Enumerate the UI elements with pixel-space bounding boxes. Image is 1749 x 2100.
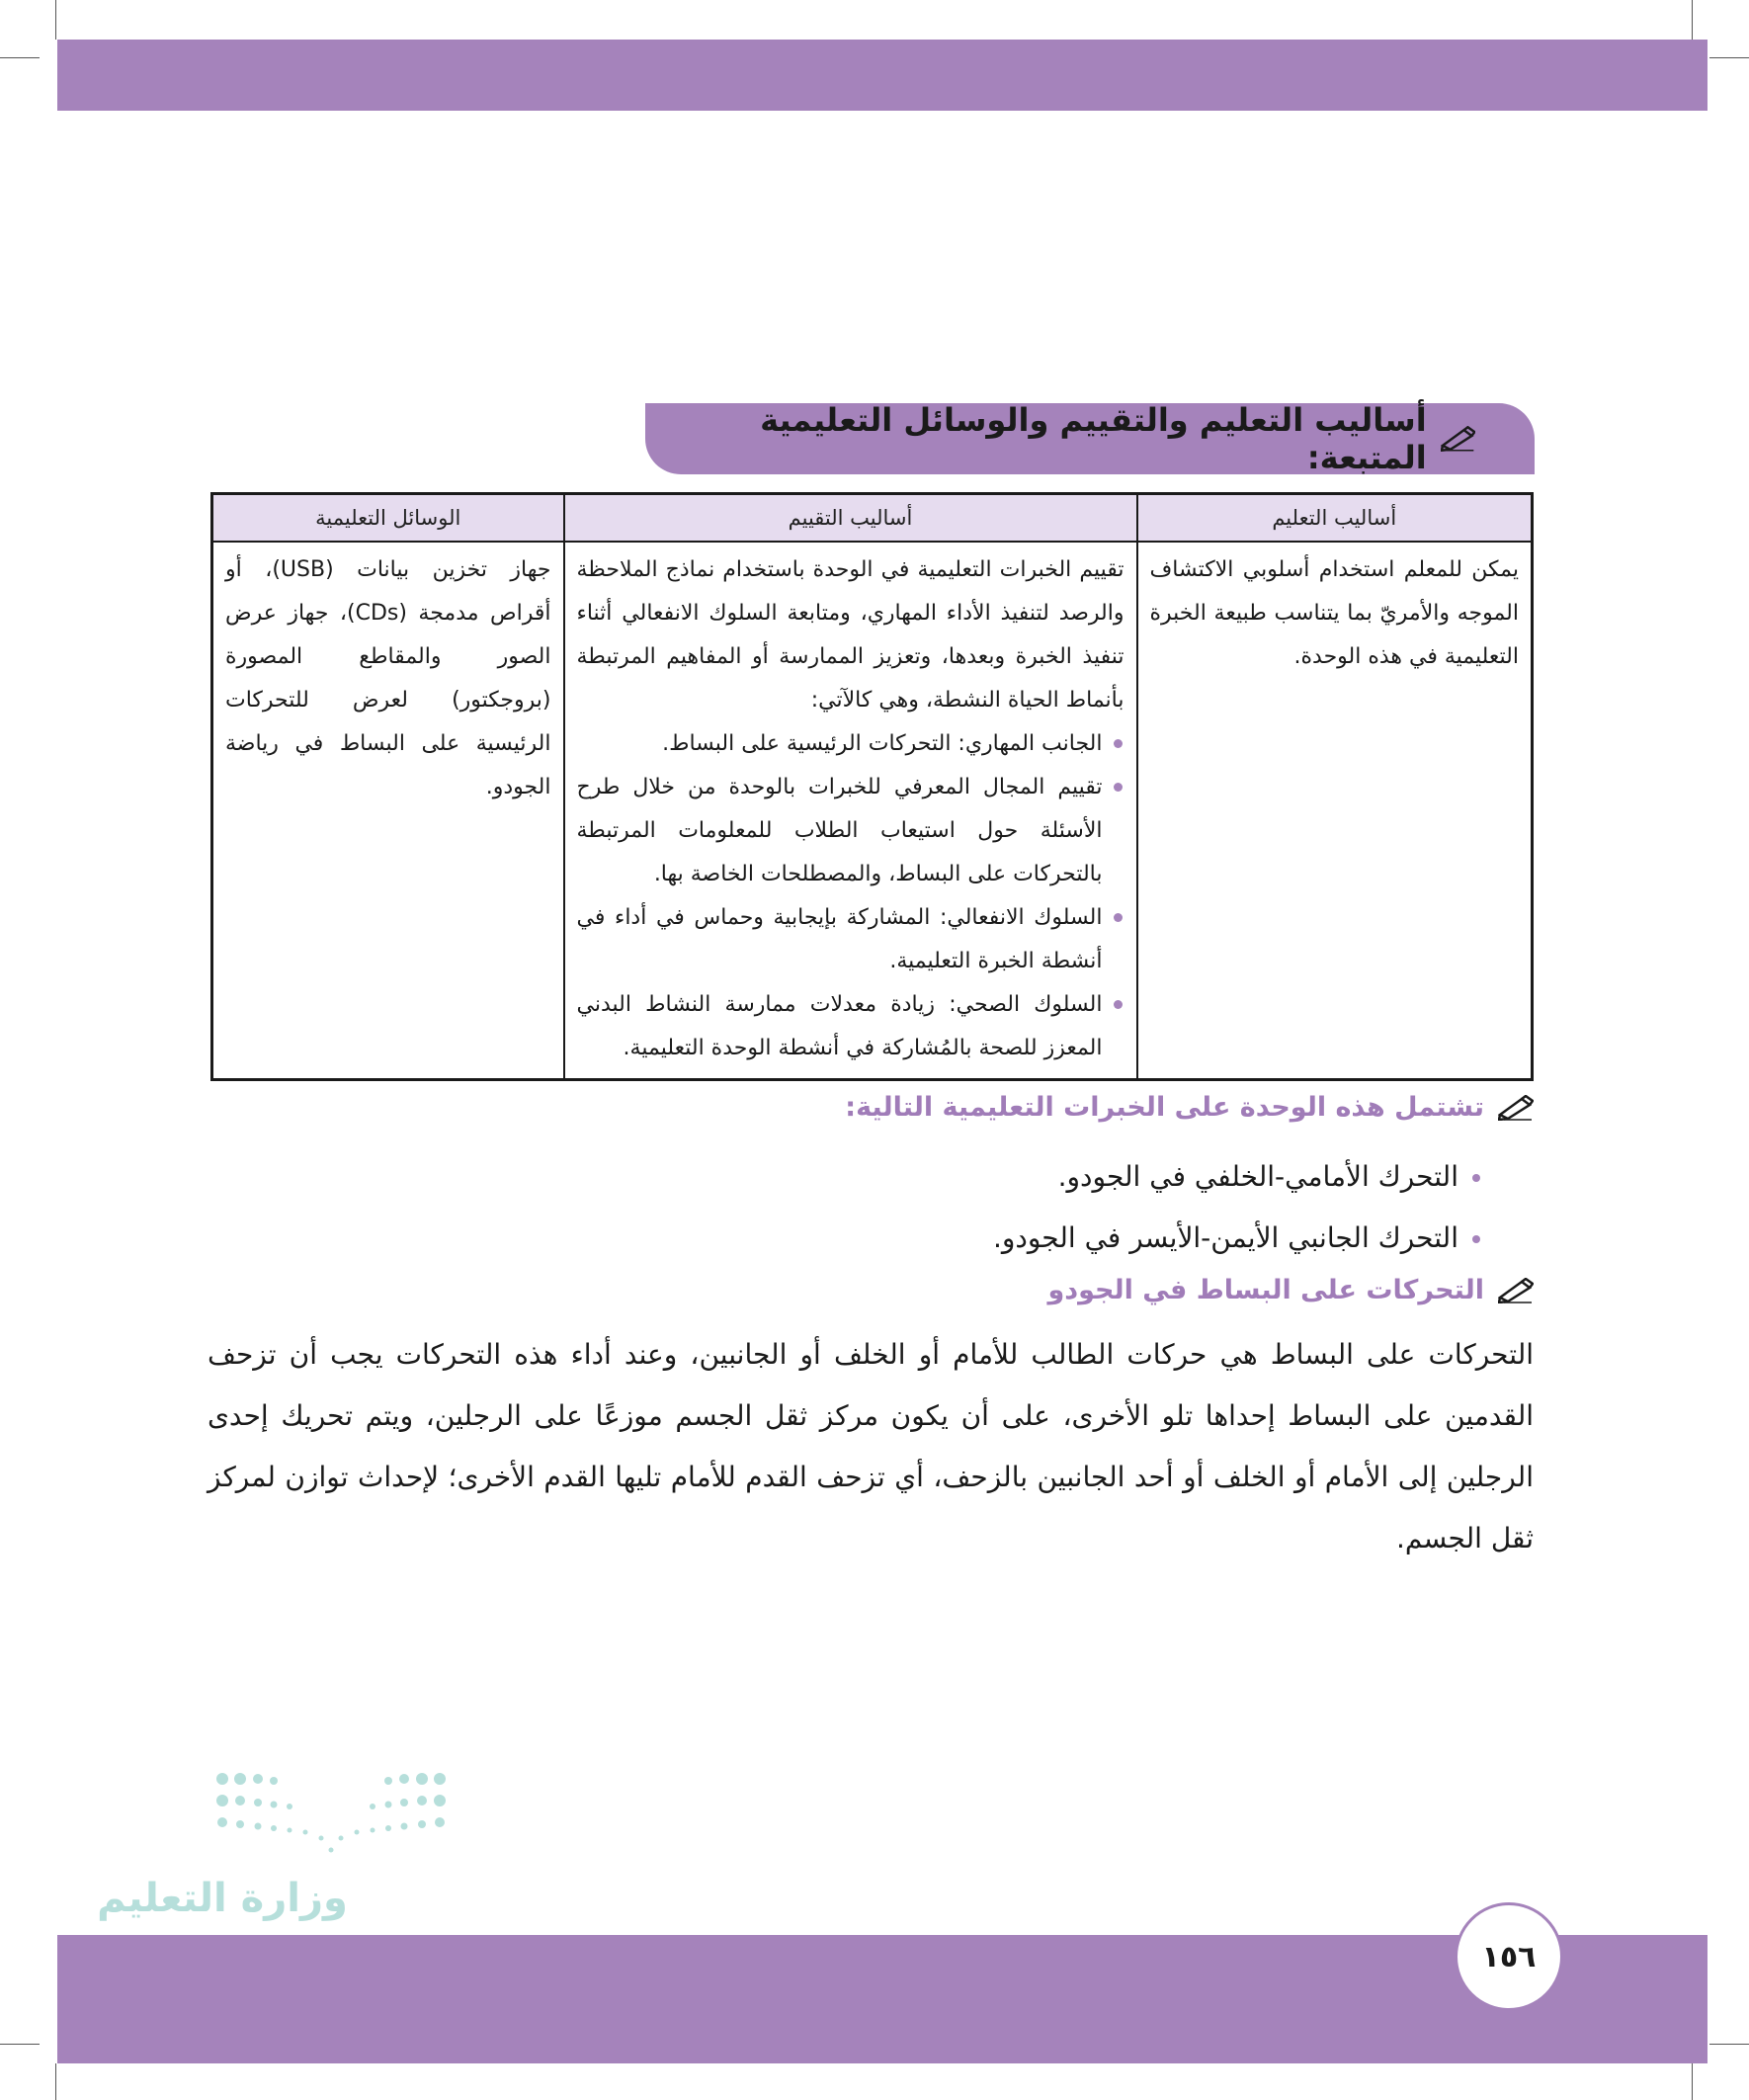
methods-table [210, 492, 1534, 1081]
experiences-heading-text: تشتمل هذه الوحدة على الخبرات التعليمية التالية: [845, 1092, 1484, 1123]
page-number: ١٥٦ [1455, 1902, 1563, 2011]
crop-mark [0, 2044, 40, 2045]
list-item: السلوك الصحي: زيادة معدلات ممارسة النشاط البدني المعزز للصحة بالمُشاركة في أنشطة الوحدة التعليمية. [577, 983, 1124, 1070]
cell-assessment [564, 542, 1137, 1080]
pencil-icon [1441, 426, 1475, 452]
header-aids: الوسائل التعليمية [212, 494, 564, 543]
list-item: التحرك الأمامي-الخلفي في الجودو. [593, 1146, 1482, 1208]
list-item: التحرك الجانبي الأيمن-الأيسر في الجودو. [593, 1208, 1482, 1269]
experiences-list [593, 1146, 1482, 1269]
movements-paragraph: التحركات على البساط هي حركات الطالب للأمام أو الخلف أو الجانبين، وعند أداء هذه التحركات يجب أن تزحف القدمين على البساط إحداها تلو الأخرى، على أن يكون مركز ثقل الجسم موزعًا على الرجلين، ويتم تحريك إحدى الرجلين إلى الأمام أو الخلف أو أحد الجانبين بالزحف، أي تزحف القدم للأمام تليها القدم الأخرى؛ لإحداث توازن لمركز ثقل الجسم. [208, 1338, 1534, 1554]
crop-mark [55, 2063, 56, 2100]
assessment-intro: تقييم الخبرات التعليمية في الوحدة باستخدام نماذج الملاحظة والرصد لتنفيذ الأداء المهاري، ومتابعة السلوك الانفعالي أثناء تنفيذ الخبرة وبعدها، وتعزيز الممارسة أو المفاهيم المرتبطة بأنماط الحياة النشطة، وهي كالآتي: [576, 557, 1124, 713]
experiences-heading [845, 1092, 1534, 1123]
pencil-icon [1498, 1278, 1534, 1303]
ministry-logo-text: وزارة التعليم [97, 1876, 348, 1921]
top-band [57, 40, 1707, 111]
teaching-text: يمكن للمعلم استخدام أسلوبي الاكتشاف الموجه والأمريّ بما يتناسب طبيعة الخبرة التعليمية في هذه الوحدة. [1149, 557, 1519, 669]
crop-mark [1709, 2044, 1749, 2045]
section-heading [645, 403, 1535, 474]
crop-mark [1692, 0, 1693, 40]
crop-mark [55, 0, 56, 40]
list-item: الجانب المهاري: التحركات الرئيسية على البساط. [577, 722, 1124, 766]
crop-mark [1692, 2063, 1693, 2100]
list-item: السلوك الانفعالي: المشاركة بإيجابية وحماس في أداء في أنشطة الخبرة التعليمية. [577, 896, 1124, 983]
aids-text: جهاز تخزين بيانات (USB)، أو أقراص مدمجة (CDs)، جهاز عرض الصور والمقاطع المصورة (بروجكتور) لعرض للتحركات الرئيسية على البساط في رياضة الجودو. [225, 557, 551, 799]
section-heading-text: أساليب التعليم والتقييم والوسائل التعليمية المتبعة: [760, 401, 1427, 476]
logo-dots-icon [212, 1769, 450, 1858]
crop-mark [1709, 57, 1749, 58]
cell-teaching [1137, 542, 1533, 1080]
header-teaching: أساليب التعليم [1137, 494, 1533, 543]
ministry-logo [94, 1769, 469, 1927]
pencil-icon [1498, 1095, 1534, 1121]
list-item: تقييم المجال المعرفي للخبرات بالوحدة من خلال طرح الأسئلة حول استيعاب الطلاب للمعلومات المرتبطة بالتحركات على البساط، والمصطلحات الخاصة بها. [577, 766, 1124, 896]
movements-heading-text: التحركات على البساط في الجودو [1047, 1275, 1484, 1305]
cell-aids [212, 542, 564, 1080]
header-assessment: أساليب التقييم [564, 494, 1137, 543]
assessment-list [577, 722, 1124, 1070]
movements-heading [1047, 1275, 1534, 1305]
crop-mark [0, 57, 40, 58]
